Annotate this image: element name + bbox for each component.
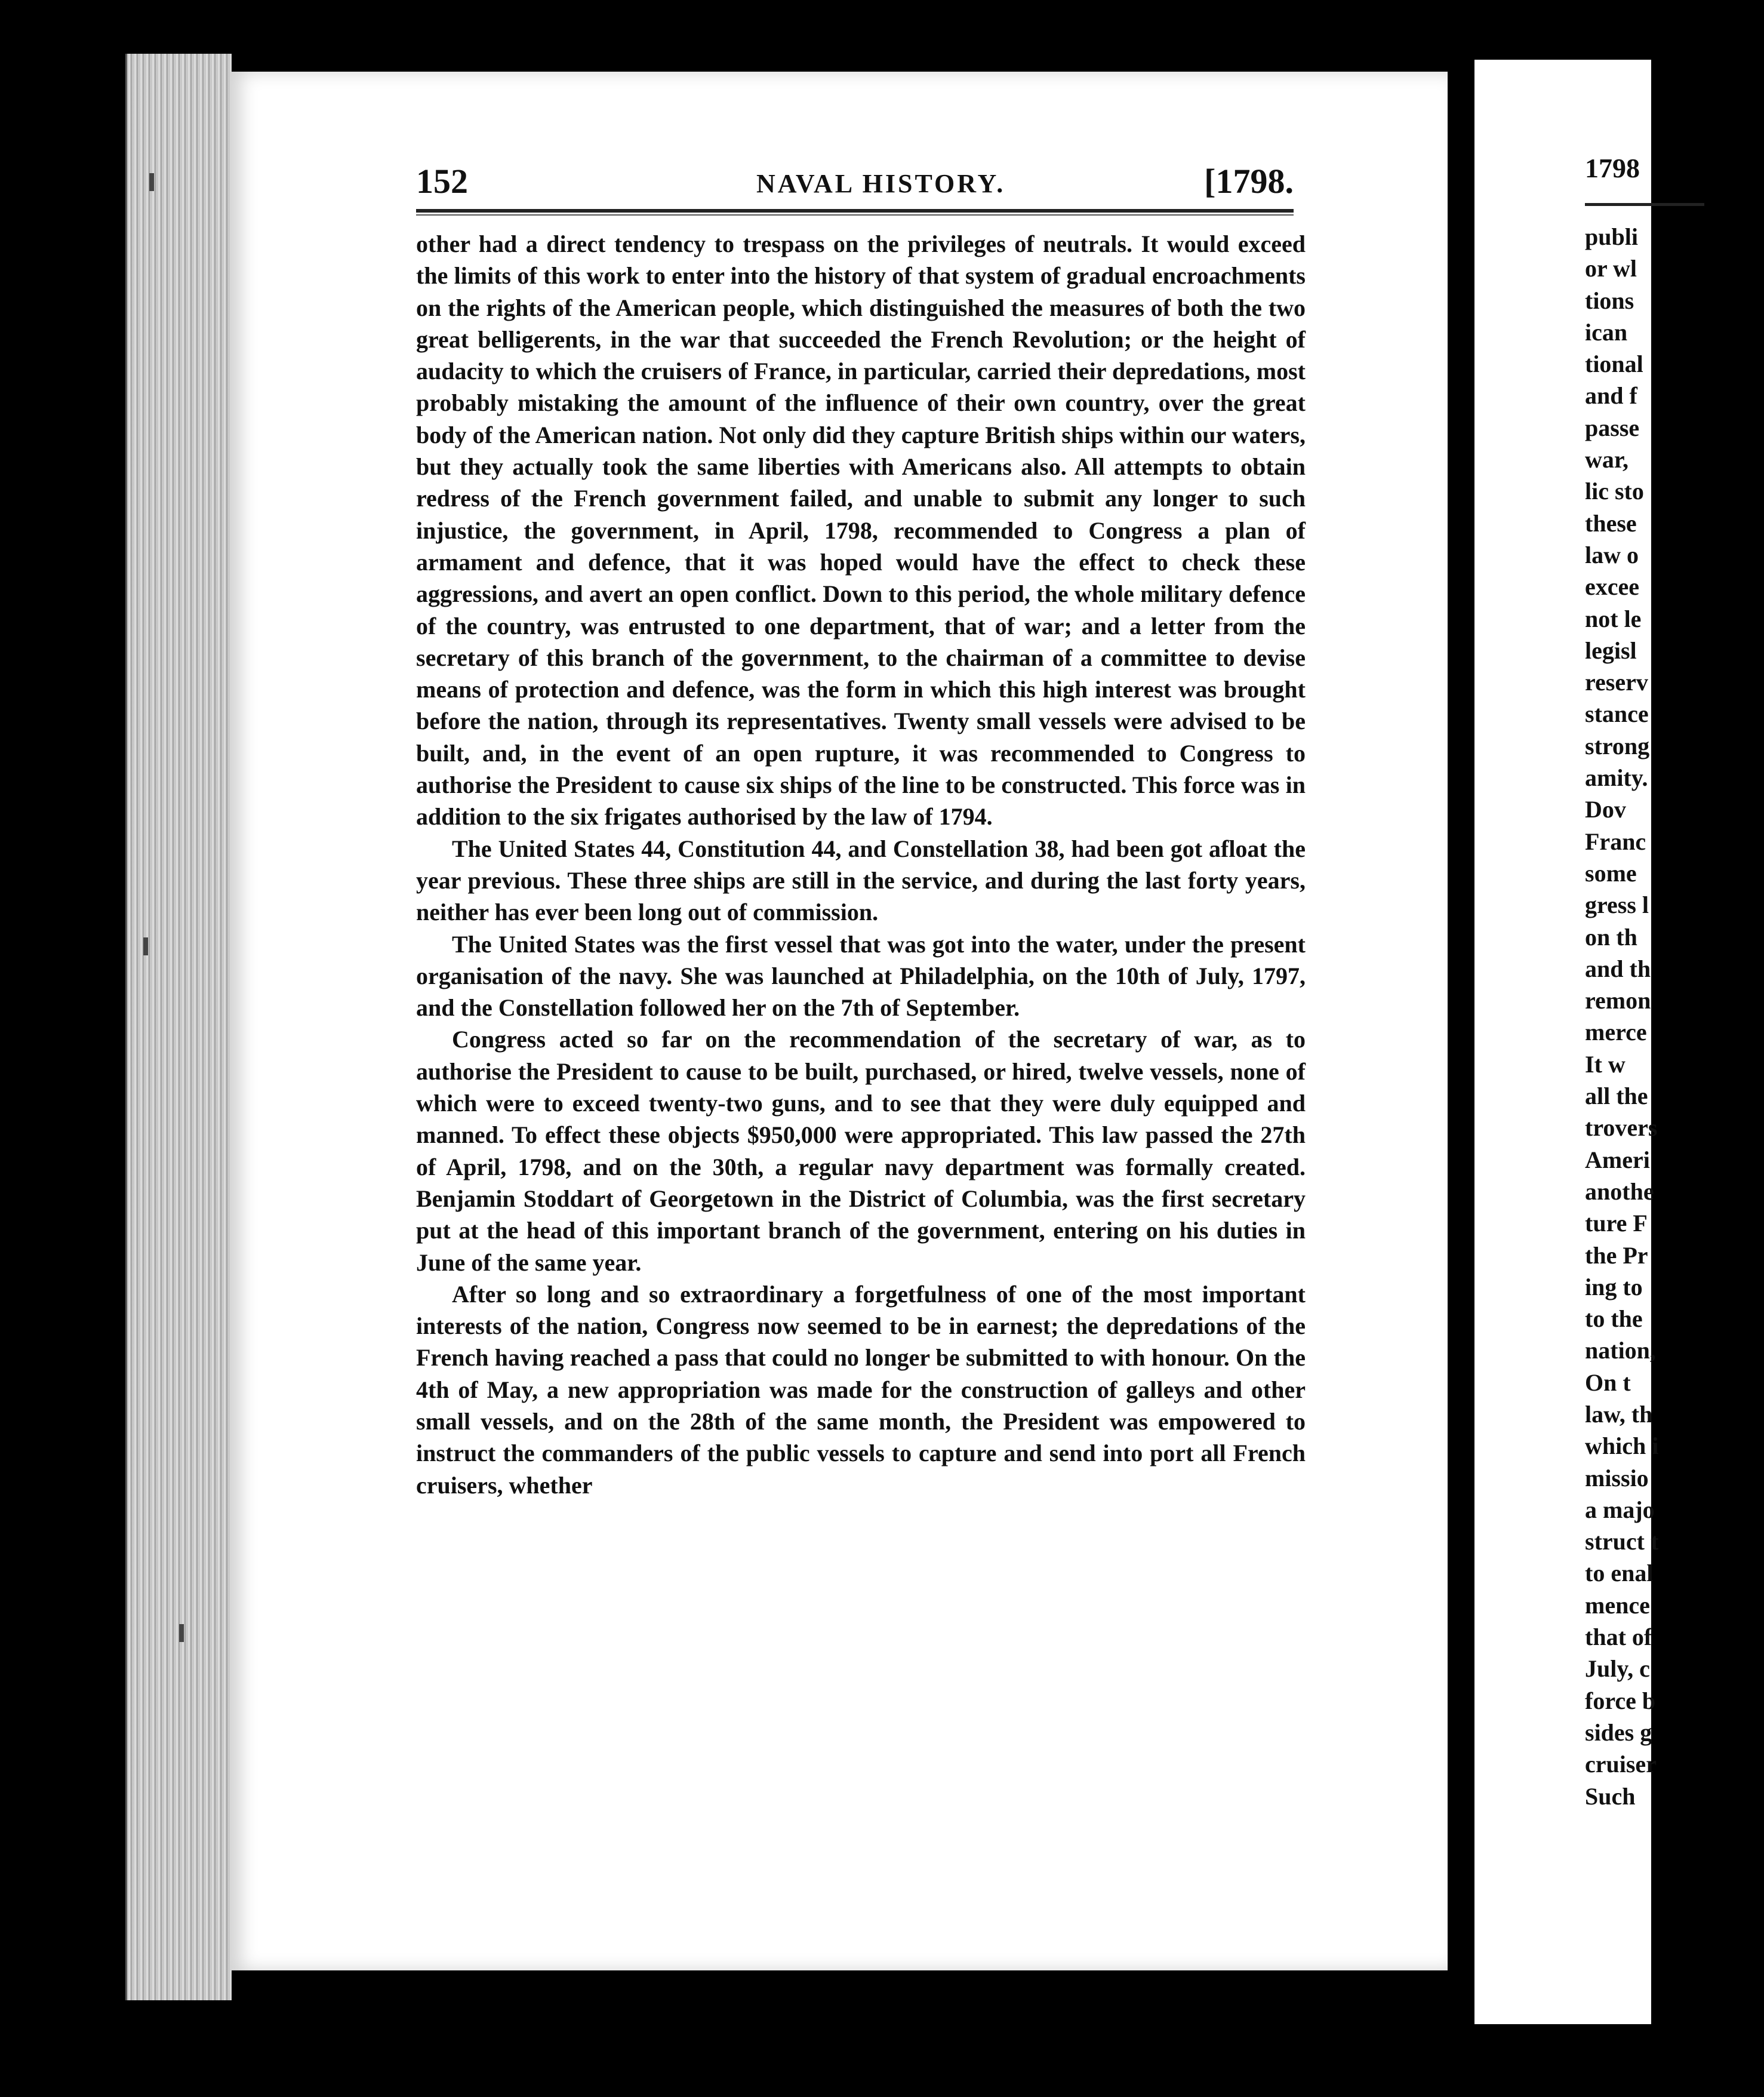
body-text <box>416 228 1306 1864</box>
facing-page-line: ican <box>1585 318 1628 346</box>
page-edge-mark <box>149 173 154 191</box>
facing-page-line: Franc <box>1585 828 1646 855</box>
facing-page-line: law o <box>1585 541 1639 568</box>
facing-page-line: struct t <box>1585 1528 1659 1555</box>
facing-page-line: remon <box>1585 987 1651 1014</box>
facing-page-line: law, th <box>1585 1400 1653 1428</box>
facing-page-line: and f <box>1585 382 1637 410</box>
facing-page-line: these <box>1585 509 1637 537</box>
facing-page-line: amity. <box>1585 764 1648 792</box>
facing-page-lines <box>1585 221 1764 1812</box>
facing-page-line: or wl <box>1585 255 1637 282</box>
facing-page-line: all the <box>1585 1083 1648 1110</box>
running-head <box>416 161 1294 209</box>
facing-page-line: tional <box>1585 350 1643 378</box>
facing-page-line: trovers <box>1585 1114 1658 1142</box>
facing-page-line: publi <box>1585 223 1638 250</box>
facing-page-line: cruiser <box>1585 1751 1657 1778</box>
facing-page-line: war, <box>1585 446 1628 473</box>
facing-page-line: mence <box>1585 1591 1650 1619</box>
paragraph: other had a direct tendency to trespass on the privileges of neutrals. It would exceed the limits of this work to enter into the history of that system of gradual encroachments on the rights of the American people, which distinguished the measures of both the two great belligerents, in the war that succeeded the French Revolution; or the height of audacity to which the cruisers of France, in particular, carried their depredations, most probably mistaking the amount of the influence of their own country, over the great body of the American nation. Not only did they capture British ships within our waters, but they actually took the same liberties with Americans also. All attempts to obtain redress of the French government failed, and unable to submit any longer to such injustice, the government, in April, 1798, recommended to Congress a plan of armament and defence, that it was hoped would have the effect to check these aggressions, and avert an open conflict. Down to this period, the whole military defence of the country, was entrusted to one department, that of war; and a letter from the secretary of this branch of the government, to the chairman of a committee to devise means of protection and defence, was the form in which this high interest was brought before the nation, through its representatives. Twenty small vessels were advised to be built, and, in the event of an open rupture, it was recommended to Congress to authorise the President to cause six ships of the line to be constructed. This force was in addition to the six frigates authorised by the law of 1794. <box>416 230 1306 831</box>
facing-page-line: on th <box>1585 923 1637 951</box>
facing-page-line: not le <box>1585 605 1642 632</box>
page-edge-mark <box>179 1624 184 1642</box>
facing-page-line: ing to <box>1585 1273 1643 1300</box>
facing-page-header: 1798 <box>1585 153 1640 183</box>
facing-page-line: excee <box>1585 573 1640 601</box>
facing-page-line: some <box>1585 859 1637 887</box>
header-rule-thin <box>416 214 1294 216</box>
facing-page-line: force b <box>1585 1687 1656 1714</box>
facing-page-line: which i <box>1585 1432 1659 1460</box>
facing-page-line: a majo <box>1585 1496 1655 1523</box>
running-year: [1798. <box>1204 162 1294 201</box>
facing-page-line: passe <box>1585 414 1640 441</box>
facing-page-line: ture F <box>1585 1210 1648 1237</box>
paragraph: Congress acted so far on the recommendation of the secretary of war, as to authorise the President to cause to be built, purchased, or hired, twelve vessels, none of which were to exceed twenty-two guns, and to see that they were duly equipped and manned. To effect these objects $950,000 were appropriated. This law passed the 27th of April, 1798, and on the 30th, a regular navy department was formally created. Benjamin Stoddart of Georgetown in the District of Columbia, was the first secretary put at the head of this important branch of the government, entering on his duties in June of the same year. <box>416 1026 1306 1276</box>
running-title: NAVAL HISTORY. <box>756 169 1006 198</box>
facing-page-line: stance <box>1585 700 1649 728</box>
page-number: 152 <box>416 162 468 201</box>
facing-page-line: the Pr <box>1585 1241 1648 1269</box>
facing-page-line: Ameri <box>1585 1146 1650 1173</box>
facing-page-line: sides g <box>1585 1718 1652 1746</box>
facing-page-line: It w <box>1585 1050 1626 1078</box>
page-edge-mark <box>143 937 148 955</box>
paragraph: After so long and so extraordinary a forgetfulness of one of the most important interests of the nation, Congress now seemed to be in earnest; the depredations of the French having reached a pass that could no longer be submitted to with honour. On the 4th of May, a new appropriation was made for the construction of galleys and other small vessels, and on the 28th of the same month, the President was empowered to instruct the commanders of the public vessels to capture and send into port all French cruisers, whether <box>416 1280 1306 1499</box>
facing-page-line: reserv <box>1585 669 1648 696</box>
facing-page-line: Such <box>1585 1782 1636 1810</box>
facing-page-line: and th <box>1585 955 1651 982</box>
facing-page-line: that of <box>1585 1624 1652 1651</box>
page-stack-edge <box>125 54 232 2000</box>
facing-page-line: July, c <box>1585 1655 1650 1683</box>
facing-page-line: legisl <box>1585 637 1637 664</box>
header-rule <box>416 209 1294 213</box>
facing-page-line: Dov <box>1585 796 1626 823</box>
facing-page-line: to the <box>1585 1305 1643 1333</box>
paragraph: The United States 44, Constitution 44, and Constellation 38, had been got afloat the year previous. These three ships are still in the service, and during the last forty years, neither has ever been long out of commission. <box>416 835 1306 926</box>
facing-page-line: missio <box>1585 1464 1649 1492</box>
facing-page-rule <box>1585 203 1704 206</box>
facing-page-line: tions <box>1585 287 1634 314</box>
facing-page-line: strong <box>1585 732 1650 760</box>
facing-page-line: merce <box>1585 1019 1647 1046</box>
facing-page-line: to enal <box>1585 1560 1654 1587</box>
facing-page-line: anothe <box>1585 1177 1654 1205</box>
facing-page-line: nation, <box>1585 1337 1656 1364</box>
facing-page <box>1474 60 1659 2024</box>
facing-page-line: lic sto <box>1585 478 1644 505</box>
facing-page-line: gress l <box>1585 891 1649 919</box>
paragraph: The United States was the first vessel that was got into the water, under the present organisation of the navy. She was launched at Philadelphia, on the 10th of July, 1797, and the Constellation followed her on the 7th of September. <box>416 930 1306 1022</box>
facing-page-line: On t <box>1585 1369 1631 1396</box>
